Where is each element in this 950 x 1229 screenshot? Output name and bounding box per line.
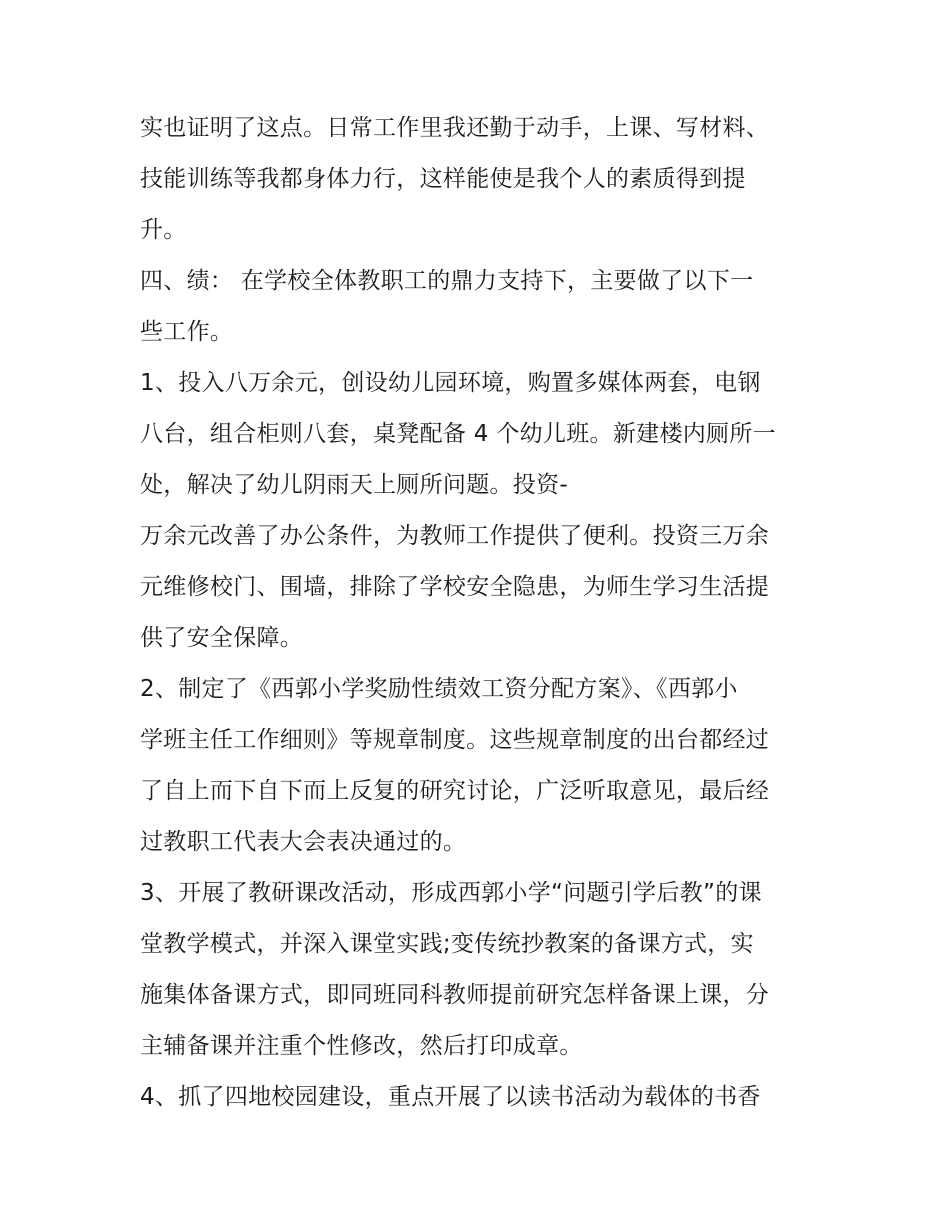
text-line: 处，解决了幼儿阴雨天上厕所问题。投资-: [140, 472, 568, 498]
section-heading-line: 四、绩： 在学校全体教职工的鼎力支持下，主要做了以下一: [140, 268, 754, 294]
text-line: 了自上而下自下而上反复的研究讨论，广泛听取意见，最后经: [140, 778, 770, 804]
list-item-4-line: 4、抓了四地校园建设，重点开展了以读书活动为载体的书香: [140, 1084, 761, 1110]
text-line: 学班主任工作细则》等规章制度。这些规章制度的出台都经过: [140, 727, 770, 753]
text-line: 施集体备课方式，即同班同科教师提前研究怎样备课上课，分: [140, 982, 770, 1008]
document-body: [140, 103, 820, 1123]
text-line: 八台，组合柜则八套，桌凳配备 4 个幼儿班。新建楼内厕所一: [140, 421, 776, 447]
text-line: 供了安全保障。: [140, 625, 304, 651]
text-line: 技能训练等我都身体力行，这样能使是我个人的素质得到提: [140, 166, 746, 192]
text-line: 些工作。: [140, 319, 234, 345]
text-line: 万余元改善了办公条件，为教师工作提供了便利。投资三万余: [140, 523, 770, 549]
text-line: 过教职工代表大会表决通过的。: [140, 829, 467, 855]
text-line: 实也证明了这点。日常工作里我还勤于动手，上课、写材料、: [140, 115, 770, 141]
text-line: 主辅备课并注重个性修改，然后打印成章。: [140, 1033, 583, 1059]
list-item-2-line: 2、制定了《西郭小学奖励性绩效工资分配方案》、《西郭小: [140, 676, 738, 702]
text-line: 元维修校门、围墙，排除了学校安全隐患，为师生学习生活提: [140, 574, 770, 600]
text-line: 升。: [140, 217, 187, 243]
text-line: 堂教学模式，并深入课堂实践;变传统抄教案的备课方式，实: [140, 931, 754, 957]
list-item-3-line: 3、开展了教研课改活动，形成西郭小学“问题引学后教”的课: [140, 880, 762, 906]
list-item-1-line: 1、投入八万余元，创设幼儿园环境，购置多媒体两套，电钢: [140, 370, 761, 396]
